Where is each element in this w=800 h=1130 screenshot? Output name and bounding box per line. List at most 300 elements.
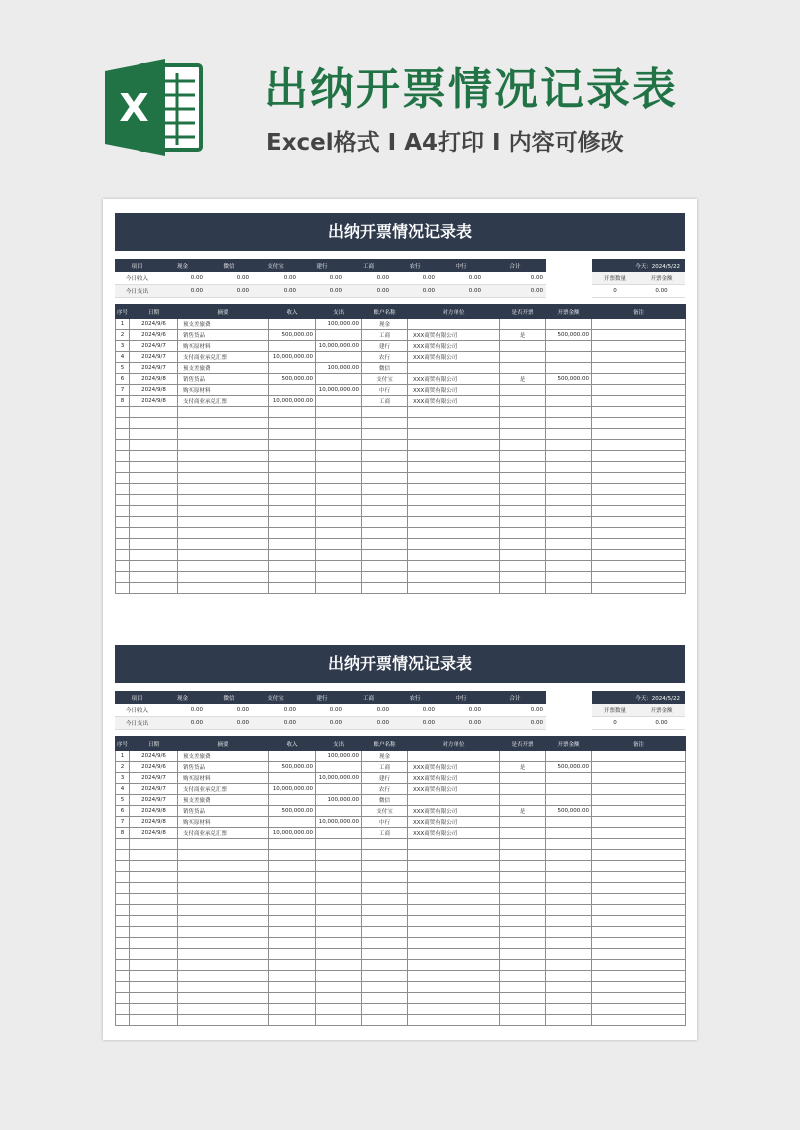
empty-cell[interactable] xyxy=(316,916,362,927)
table-cell[interactable] xyxy=(500,385,546,396)
empty-cell[interactable] xyxy=(130,839,178,850)
summary-cell[interactable]: 0.00 xyxy=(159,704,206,717)
empty-cell[interactable] xyxy=(546,883,592,894)
empty-cell[interactable] xyxy=(178,883,269,894)
empty-cell[interactable] xyxy=(178,539,269,550)
table-cell[interactable] xyxy=(546,817,592,828)
empty-cell[interactable] xyxy=(316,971,362,982)
empty-cell[interactable] xyxy=(316,1004,362,1015)
empty-cell[interactable] xyxy=(130,905,178,916)
table-cell[interactable] xyxy=(269,773,316,784)
empty-cell[interactable] xyxy=(408,883,500,894)
summary-cell[interactable]: 0.00 xyxy=(206,272,252,285)
empty-cell[interactable] xyxy=(130,495,178,506)
empty-cell[interactable] xyxy=(500,561,546,572)
empty-cell[interactable] xyxy=(116,839,130,850)
empty-cell[interactable] xyxy=(269,905,316,916)
empty-cell[interactable] xyxy=(546,539,592,550)
empty-cell[interactable] xyxy=(362,949,408,960)
empty-cell[interactable] xyxy=(500,506,546,517)
table-cell[interactable]: 8 xyxy=(116,828,130,839)
empty-cell[interactable] xyxy=(116,960,130,971)
summary-cell[interactable]: 0.00 xyxy=(159,285,206,298)
empty-cell[interactable] xyxy=(500,407,546,418)
empty-cell[interactable] xyxy=(500,894,546,905)
empty-cell[interactable] xyxy=(316,905,362,916)
empty-cell[interactable] xyxy=(178,484,269,495)
empty-cell[interactable] xyxy=(316,418,362,429)
empty-cell[interactable] xyxy=(408,473,500,484)
empty-cell[interactable] xyxy=(116,583,130,594)
summary-cell[interactable]: 0.00 xyxy=(392,704,438,717)
empty-cell[interactable] xyxy=(546,938,592,949)
table-cell[interactable]: 预支差旅费 xyxy=(178,795,269,806)
table-cell[interactable]: XXX商贸有限公司 xyxy=(408,817,500,828)
empty-cell[interactable] xyxy=(130,440,178,451)
empty-cell[interactable] xyxy=(546,583,592,594)
empty-cell[interactable] xyxy=(316,473,362,484)
empty-cell[interactable] xyxy=(269,429,316,440)
table-cell[interactable] xyxy=(316,330,362,341)
empty-cell[interactable] xyxy=(269,506,316,517)
empty-cell[interactable] xyxy=(408,495,500,506)
table-cell[interactable]: 支付商业承兑汇票 xyxy=(178,828,269,839)
empty-cell[interactable] xyxy=(592,418,686,429)
empty-cell[interactable] xyxy=(408,528,500,539)
empty-cell[interactable] xyxy=(178,440,269,451)
empty-cell[interactable] xyxy=(362,407,408,418)
empty-cell[interactable] xyxy=(130,916,178,927)
empty-cell[interactable] xyxy=(362,517,408,528)
table-cell[interactable]: 2024/9/8 xyxy=(130,374,178,385)
empty-cell[interactable] xyxy=(269,550,316,561)
empty-cell[interactable] xyxy=(546,894,592,905)
empty-cell[interactable] xyxy=(316,484,362,495)
empty-cell[interactable] xyxy=(316,539,362,550)
empty-cell[interactable] xyxy=(316,440,362,451)
empty-cell[interactable] xyxy=(592,949,686,960)
summary-cell[interactable]: 0.00 xyxy=(252,704,299,717)
table-cell[interactable]: 2024/9/7 xyxy=(130,773,178,784)
empty-cell[interactable] xyxy=(500,971,546,982)
table-cell[interactable]: 微信 xyxy=(362,795,408,806)
empty-cell[interactable] xyxy=(546,528,592,539)
empty-cell[interactable] xyxy=(546,1015,592,1026)
empty-cell[interactable] xyxy=(130,949,178,960)
empty-cell[interactable] xyxy=(130,451,178,462)
empty-cell[interactable] xyxy=(178,1004,269,1015)
empty-cell[interactable] xyxy=(362,839,408,850)
empty-cell[interactable] xyxy=(316,1015,362,1026)
summary-cell[interactable]: 0.00 xyxy=(159,717,206,730)
table-cell[interactable]: 销售货品 xyxy=(178,762,269,773)
empty-cell[interactable] xyxy=(130,418,178,429)
empty-cell[interactable] xyxy=(316,451,362,462)
empty-cell[interactable] xyxy=(362,850,408,861)
summary-cell[interactable]: 0.00 xyxy=(484,704,546,717)
empty-cell[interactable] xyxy=(408,1004,500,1015)
table-cell[interactable] xyxy=(592,396,686,407)
table-cell[interactable]: 预支差旅费 xyxy=(178,319,269,330)
table-cell[interactable] xyxy=(316,352,362,363)
table-cell[interactable] xyxy=(546,396,592,407)
empty-cell[interactable] xyxy=(178,495,269,506)
empty-cell[interactable] xyxy=(362,572,408,583)
table-cell[interactable]: 2024/9/7 xyxy=(130,363,178,374)
table-cell[interactable]: 500,000.00 xyxy=(269,374,316,385)
empty-cell[interactable] xyxy=(500,839,546,850)
empty-cell[interactable] xyxy=(316,960,362,971)
table-cell[interactable]: 建行 xyxy=(362,341,408,352)
empty-cell[interactable] xyxy=(592,894,686,905)
empty-cell[interactable] xyxy=(178,572,269,583)
empty-cell[interactable] xyxy=(362,440,408,451)
table-cell[interactable] xyxy=(500,817,546,828)
table-cell[interactable]: XXX商贸有限公司 xyxy=(408,330,500,341)
empty-cell[interactable] xyxy=(546,418,592,429)
table-cell[interactable]: 100,000.00 xyxy=(316,795,362,806)
empty-cell[interactable] xyxy=(178,916,269,927)
empty-cell[interactable] xyxy=(130,572,178,583)
empty-cell[interactable] xyxy=(500,938,546,949)
empty-cell[interactable] xyxy=(269,561,316,572)
table-cell[interactable] xyxy=(592,806,686,817)
table-cell[interactable]: 2024/9/8 xyxy=(130,828,178,839)
empty-cell[interactable] xyxy=(316,883,362,894)
empty-cell[interactable] xyxy=(269,462,316,473)
empty-cell[interactable] xyxy=(500,451,546,462)
table-cell[interactable]: 8 xyxy=(116,396,130,407)
empty-cell[interactable] xyxy=(500,528,546,539)
table-cell[interactable] xyxy=(316,828,362,839)
empty-cell[interactable] xyxy=(116,440,130,451)
table-cell[interactable] xyxy=(316,396,362,407)
empty-cell[interactable] xyxy=(592,583,686,594)
empty-cell[interactable] xyxy=(362,550,408,561)
table-cell[interactable] xyxy=(408,795,500,806)
table-cell[interactable]: 2024/9/8 xyxy=(130,385,178,396)
empty-cell[interactable] xyxy=(500,850,546,861)
table-cell[interactable]: XXX商贸有限公司 xyxy=(408,806,500,817)
table-cell[interactable] xyxy=(592,773,686,784)
empty-cell[interactable] xyxy=(592,872,686,883)
empty-cell[interactable] xyxy=(116,993,130,1004)
empty-cell[interactable] xyxy=(500,916,546,927)
empty-cell[interactable] xyxy=(116,872,130,883)
empty-cell[interactable] xyxy=(269,960,316,971)
table-cell[interactable] xyxy=(269,385,316,396)
table-cell[interactable]: 现金 xyxy=(362,751,408,762)
table-cell[interactable]: 是 xyxy=(500,762,546,773)
table-cell[interactable]: 工商 xyxy=(362,330,408,341)
table-cell[interactable]: 10,000,000.00 xyxy=(316,341,362,352)
table-cell[interactable]: XXX商贸有限公司 xyxy=(408,352,500,363)
empty-cell[interactable] xyxy=(178,462,269,473)
table-cell[interactable] xyxy=(546,784,592,795)
empty-cell[interactable] xyxy=(269,1015,316,1026)
empty-cell[interactable] xyxy=(408,993,500,1004)
empty-cell[interactable] xyxy=(408,407,500,418)
table-cell[interactable]: 工商 xyxy=(362,828,408,839)
empty-cell[interactable] xyxy=(130,1015,178,1026)
empty-cell[interactable] xyxy=(116,861,130,872)
empty-cell[interactable] xyxy=(362,960,408,971)
table-cell[interactable]: 中行 xyxy=(362,817,408,828)
table-cell[interactable] xyxy=(316,784,362,795)
table-cell[interactable] xyxy=(500,784,546,795)
summary-cell[interactable]: 0.00 xyxy=(252,272,299,285)
summary-cell[interactable]: 0.00 xyxy=(392,717,438,730)
empty-cell[interactable] xyxy=(500,517,546,528)
empty-cell[interactable] xyxy=(592,1015,686,1026)
summary-cell[interactable]: 0.00 xyxy=(392,272,438,285)
table-cell[interactable] xyxy=(546,341,592,352)
empty-cell[interactable] xyxy=(116,982,130,993)
table-cell[interactable]: 2024/9/6 xyxy=(130,762,178,773)
table-cell[interactable] xyxy=(269,341,316,352)
empty-cell[interactable] xyxy=(500,872,546,883)
empty-cell[interactable] xyxy=(592,938,686,949)
empty-cell[interactable] xyxy=(592,506,686,517)
table-cell[interactable] xyxy=(546,773,592,784)
summary-cell[interactable]: 0.00 xyxy=(345,272,392,285)
table-cell[interactable]: 10,000,000.00 xyxy=(269,396,316,407)
empty-cell[interactable] xyxy=(269,484,316,495)
empty-cell[interactable] xyxy=(178,407,269,418)
empty-cell[interactable] xyxy=(269,872,316,883)
table-cell[interactable]: 10,000,000.00 xyxy=(269,784,316,795)
empty-cell[interactable] xyxy=(592,484,686,495)
table-cell[interactable]: 支付商业承兑汇票 xyxy=(178,352,269,363)
empty-cell[interactable] xyxy=(408,440,500,451)
empty-cell[interactable] xyxy=(316,550,362,561)
empty-cell[interactable] xyxy=(362,883,408,894)
empty-cell[interactable] xyxy=(130,861,178,872)
summary-cell[interactable]: 0.00 xyxy=(252,717,299,730)
table-cell[interactable] xyxy=(592,828,686,839)
table-cell[interactable]: 1 xyxy=(116,751,130,762)
empty-cell[interactable] xyxy=(178,561,269,572)
empty-cell[interactable] xyxy=(116,938,130,949)
empty-cell[interactable] xyxy=(362,484,408,495)
table-cell[interactable]: 2024/9/7 xyxy=(130,784,178,795)
empty-cell[interactable] xyxy=(269,418,316,429)
empty-cell[interactable] xyxy=(546,429,592,440)
table-cell[interactable] xyxy=(408,319,500,330)
empty-cell[interactable] xyxy=(116,484,130,495)
table-cell[interactable] xyxy=(592,784,686,795)
summary-cell[interactable]: 0.00 xyxy=(159,272,206,285)
empty-cell[interactable] xyxy=(269,861,316,872)
table-cell[interactable] xyxy=(592,374,686,385)
empty-cell[interactable] xyxy=(408,971,500,982)
empty-cell[interactable] xyxy=(316,561,362,572)
table-cell[interactable]: 是 xyxy=(500,330,546,341)
empty-cell[interactable] xyxy=(546,971,592,982)
empty-cell[interactable] xyxy=(592,982,686,993)
summary-cell[interactable]: 0.00 xyxy=(484,285,546,298)
empty-cell[interactable] xyxy=(592,517,686,528)
empty-cell[interactable] xyxy=(178,429,269,440)
empty-cell[interactable] xyxy=(116,883,130,894)
table-cell[interactable]: 销售货品 xyxy=(178,374,269,385)
empty-cell[interactable] xyxy=(130,850,178,861)
empty-cell[interactable] xyxy=(408,839,500,850)
empty-cell[interactable] xyxy=(269,916,316,927)
table-cell[interactable]: 2024/9/6 xyxy=(130,751,178,762)
summary-cell[interactable]: 0.00 xyxy=(345,285,392,298)
empty-cell[interactable] xyxy=(269,971,316,982)
table-cell[interactable]: 购买原材料 xyxy=(178,773,269,784)
empty-cell[interactable] xyxy=(362,993,408,1004)
empty-cell[interactable] xyxy=(408,418,500,429)
empty-cell[interactable] xyxy=(408,949,500,960)
empty-cell[interactable] xyxy=(316,949,362,960)
table-cell[interactable]: 支付商业承兑汇票 xyxy=(178,784,269,795)
empty-cell[interactable] xyxy=(362,583,408,594)
empty-cell[interactable] xyxy=(500,927,546,938)
table-cell[interactable] xyxy=(592,795,686,806)
empty-cell[interactable] xyxy=(316,982,362,993)
empty-cell[interactable] xyxy=(178,839,269,850)
empty-cell[interactable] xyxy=(269,517,316,528)
empty-cell[interactable] xyxy=(546,473,592,484)
empty-cell[interactable] xyxy=(269,528,316,539)
summary-cell[interactable]: 0.00 xyxy=(206,717,252,730)
empty-cell[interactable] xyxy=(546,949,592,960)
empty-cell[interactable] xyxy=(408,429,500,440)
empty-cell[interactable] xyxy=(178,451,269,462)
empty-cell[interactable] xyxy=(408,484,500,495)
table-cell[interactable] xyxy=(546,363,592,374)
empty-cell[interactable] xyxy=(546,982,592,993)
empty-cell[interactable] xyxy=(130,872,178,883)
invoice-summary-value[interactable]: 0 xyxy=(592,717,638,730)
empty-cell[interactable] xyxy=(362,916,408,927)
empty-cell[interactable] xyxy=(592,905,686,916)
empty-cell[interactable] xyxy=(316,938,362,949)
empty-cell[interactable] xyxy=(116,927,130,938)
empty-cell[interactable] xyxy=(592,883,686,894)
empty-cell[interactable] xyxy=(116,451,130,462)
empty-cell[interactable] xyxy=(116,506,130,517)
table-cell[interactable]: 500,000.00 xyxy=(546,374,592,385)
table-cell[interactable] xyxy=(500,352,546,363)
empty-cell[interactable] xyxy=(130,407,178,418)
empty-cell[interactable] xyxy=(362,894,408,905)
empty-cell[interactable] xyxy=(546,993,592,1004)
table-cell[interactable]: 2024/9/7 xyxy=(130,352,178,363)
empty-cell[interactable] xyxy=(130,462,178,473)
empty-cell[interactable] xyxy=(116,572,130,583)
empty-cell[interactable] xyxy=(408,451,500,462)
empty-cell[interactable] xyxy=(592,861,686,872)
empty-cell[interactable] xyxy=(500,572,546,583)
empty-cell[interactable] xyxy=(269,839,316,850)
table-cell[interactable]: 2024/9/8 xyxy=(130,806,178,817)
table-cell[interactable]: 500,000.00 xyxy=(546,762,592,773)
empty-cell[interactable] xyxy=(178,550,269,561)
table-cell[interactable] xyxy=(592,385,686,396)
table-cell[interactable] xyxy=(408,751,500,762)
empty-cell[interactable] xyxy=(269,451,316,462)
table-cell[interactable]: 100,000.00 xyxy=(316,751,362,762)
table-cell[interactable]: 购买原材料 xyxy=(178,341,269,352)
empty-cell[interactable] xyxy=(130,473,178,484)
table-cell[interactable] xyxy=(546,385,592,396)
empty-cell[interactable] xyxy=(500,484,546,495)
table-cell[interactable]: 是 xyxy=(500,806,546,817)
empty-cell[interactable] xyxy=(362,473,408,484)
empty-cell[interactable] xyxy=(546,905,592,916)
empty-cell[interactable] xyxy=(116,473,130,484)
empty-cell[interactable] xyxy=(269,473,316,484)
empty-cell[interactable] xyxy=(130,960,178,971)
table-cell[interactable] xyxy=(500,773,546,784)
empty-cell[interactable] xyxy=(116,418,130,429)
table-cell[interactable]: 500,000.00 xyxy=(269,762,316,773)
empty-cell[interactable] xyxy=(362,495,408,506)
table-cell[interactable] xyxy=(269,795,316,806)
empty-cell[interactable] xyxy=(592,916,686,927)
empty-cell[interactable] xyxy=(269,938,316,949)
empty-cell[interactable] xyxy=(500,429,546,440)
empty-cell[interactable] xyxy=(130,550,178,561)
empty-cell[interactable] xyxy=(362,872,408,883)
table-cell[interactable] xyxy=(500,363,546,374)
table-cell[interactable]: 2 xyxy=(116,330,130,341)
empty-cell[interactable] xyxy=(500,550,546,561)
empty-cell[interactable] xyxy=(116,429,130,440)
empty-cell[interactable] xyxy=(269,539,316,550)
empty-cell[interactable] xyxy=(130,894,178,905)
empty-cell[interactable] xyxy=(500,883,546,894)
table-cell[interactable]: 农行 xyxy=(362,352,408,363)
empty-cell[interactable] xyxy=(130,883,178,894)
empty-cell[interactable] xyxy=(546,916,592,927)
empty-cell[interactable] xyxy=(546,495,592,506)
empty-cell[interactable] xyxy=(546,1004,592,1015)
empty-cell[interactable] xyxy=(362,971,408,982)
table-cell[interactable] xyxy=(592,817,686,828)
table-cell[interactable] xyxy=(269,319,316,330)
empty-cell[interactable] xyxy=(592,850,686,861)
empty-cell[interactable] xyxy=(269,407,316,418)
empty-cell[interactable] xyxy=(269,583,316,594)
table-cell[interactable]: 4 xyxy=(116,352,130,363)
table-cell[interactable]: 10,000,000.00 xyxy=(316,817,362,828)
table-cell[interactable]: 100,000.00 xyxy=(316,363,362,374)
empty-cell[interactable] xyxy=(592,473,686,484)
table-cell[interactable]: XXX商贸有限公司 xyxy=(408,341,500,352)
summary-cell[interactable]: 0.00 xyxy=(345,717,392,730)
table-cell[interactable]: XXX商贸有限公司 xyxy=(408,385,500,396)
table-cell[interactable]: XXX商贸有限公司 xyxy=(408,374,500,385)
table-cell[interactable] xyxy=(500,341,546,352)
table-cell[interactable]: 现金 xyxy=(362,319,408,330)
empty-cell[interactable] xyxy=(316,993,362,1004)
empty-cell[interactable] xyxy=(178,938,269,949)
table-cell[interactable] xyxy=(592,341,686,352)
empty-cell[interactable] xyxy=(592,451,686,462)
table-cell[interactable]: 预支差旅费 xyxy=(178,751,269,762)
empty-cell[interactable] xyxy=(116,850,130,861)
empty-cell[interactable] xyxy=(316,839,362,850)
table-cell[interactable]: 10,000,000.00 xyxy=(316,385,362,396)
empty-cell[interactable] xyxy=(546,960,592,971)
empty-cell[interactable] xyxy=(500,418,546,429)
table-cell[interactable]: 500,000.00 xyxy=(546,330,592,341)
